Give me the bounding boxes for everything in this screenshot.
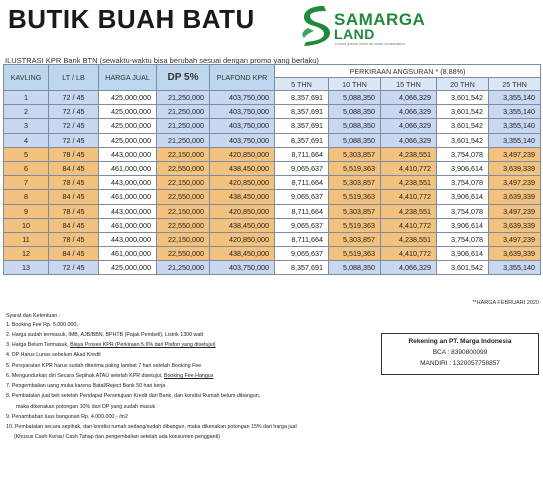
table-cell-kav: 7 [4, 176, 49, 190]
terms-item: 5. Persyaratan KPR harus sudah diterima paling lambat 7 hari setelah Booking Fee [6, 362, 202, 369]
table-cell-t20: 3,754,078 [437, 147, 489, 161]
table-cell-t5: 9,065,637 [275, 161, 329, 175]
table-cell-kav: 13 [4, 261, 49, 275]
table-cell-lt: 72 / 45 [49, 91, 99, 105]
price-date-note: **HARGA FEBRUARI 2020 [472, 300, 539, 306]
table-row [4, 119, 541, 133]
table-cell-lt: 72 / 45 [49, 261, 99, 275]
table-cell-t15: 4,238,551 [381, 147, 437, 161]
table-cell-harga: 461,000,000 [99, 190, 157, 204]
table-cell-t15: 4,410,772 [381, 161, 437, 175]
table-cell-plafond: 438,450,000 [210, 218, 275, 232]
table-cell-t20: 3,601,542 [437, 91, 489, 105]
kpr-price-table [3, 64, 541, 275]
table-cell-kav: 4 [4, 133, 49, 147]
table-cell-t5: 9,065,637 [275, 218, 329, 232]
table-cell-harga: 425,000,000 [99, 91, 157, 105]
table-cell-harga: 461,000,000 [99, 247, 157, 261]
samarga-s-logo-icon [298, 2, 332, 46]
table-cell-t20: 3,906,614 [437, 218, 489, 232]
bca-account: BCA : 8390800099 [432, 349, 488, 356]
table-cell-t15: 4,238,551 [381, 176, 437, 190]
table-row [4, 161, 541, 175]
table-cell-harga: 425,000,000 [99, 119, 157, 133]
table-cell-kav: 2 [4, 105, 49, 119]
table-cell-t25: 3,355,140 [489, 119, 541, 133]
terms-title: Syarat dan Ketentuan : [6, 313, 61, 319]
table-cell-t15: 4,238,551 [381, 232, 437, 246]
table-cell-dp: 22,150,000 [157, 232, 210, 246]
table-cell-t10: 5,303,857 [329, 176, 381, 190]
table-cell-dp: 22,550,000 [157, 161, 210, 175]
terms-item: 1. Booking Fee Rp. 5.000.000,- [6, 321, 80, 328]
table-cell-t25: 3,355,140 [489, 91, 541, 105]
table-cell-t15: 4,238,551 [381, 204, 437, 218]
table-cell-t5: 8,711,664 [275, 204, 329, 218]
table-cell-t20: 3,601,542 [437, 133, 489, 147]
table-cell-kav: 9 [4, 204, 49, 218]
table-cell-harga: 461,000,000 [99, 218, 157, 232]
table-cell-harga: 443,000,000 [99, 147, 157, 161]
bank-account-title: Rekening an PT. Marga Indonesia [408, 338, 512, 345]
table-cell-t20: 3,754,078 [437, 176, 489, 190]
table-cell-harga: 425,000,000 [99, 261, 157, 275]
table-cell-harga: 425,000,000 [99, 105, 157, 119]
table-cell-harga: 461,000,000 [99, 161, 157, 175]
table-cell-t5: 8,357,691 [275, 91, 329, 105]
terms-item: 6. Mengundurkan diri Secara Sepihak ATAU setelah KPR disetujui, Booking Fee Hangus [6, 372, 214, 379]
table-cell-t5: 9,065,637 [275, 190, 329, 204]
terms-item: 3. Harga Belum Termasuk, Biaya Proses KPR (Perkiraan 5.6% dari Plafon yang disetujui) [6, 342, 216, 349]
table-cell-t10: 5,088,350 [329, 133, 381, 147]
table-cell-t10: 5,088,350 [329, 119, 381, 133]
table-cell-kav: 1 [4, 91, 49, 105]
table-cell-t20: 3,601,542 [437, 105, 489, 119]
table-cell-t15: 4,410,772 [381, 190, 437, 204]
table-cell-t5: 9,065,637 [275, 247, 329, 261]
table-cell-t5: 8,711,664 [275, 232, 329, 246]
table-cell-plafond: 420,850,000 [210, 176, 275, 190]
table-cell-lt: 84 / 45 [49, 247, 99, 261]
table-cell-dp: 21,250,000 [157, 261, 210, 275]
terms-item: 7. Pengembalian uang muka karena Batal/Reject Bank 50 hari kerja [6, 383, 166, 390]
table-cell-t25: 3,639,339 [489, 218, 541, 232]
table-cell-plafond: 420,850,000 [210, 147, 275, 161]
table-cell-t25: 3,639,339 [489, 161, 541, 175]
table-cell-t10: 5,303,857 [329, 147, 381, 161]
table-cell-t20: 3,601,542 [437, 119, 489, 133]
table-cell-dp: 21,250,000 [157, 119, 210, 133]
table-cell-kav: 5 [4, 147, 49, 161]
table-cell-t25: 3,497,239 [489, 176, 541, 190]
header-kavling: KAVLING [4, 65, 49, 91]
table-row [4, 261, 541, 275]
table-cell-t5: 8,357,691 [275, 133, 329, 147]
table-cell-t5: 8,357,691 [275, 105, 329, 119]
header-plafond: PLAFOND KPR [210, 65, 275, 91]
table-cell-lt: 84 / 45 [49, 190, 99, 204]
table-cell-dp: 22,550,000 [157, 190, 210, 204]
table-row [4, 232, 541, 246]
table-cell-lt: 78 / 45 [49, 232, 99, 246]
table-cell-harga: 443,000,000 [99, 176, 157, 190]
terms-item: 10. Pembatalan secara sepihak, dan kondisi rumah sedang/sudah dibangun, maka dikenakan potongan 15% dari harga jual [6, 424, 297, 431]
header-tenor-25: 25 THN [489, 78, 541, 91]
brand-tagline: Lorem ipsum dolor sit amet consectetur [335, 41, 406, 46]
table-cell-dp: 22,150,000 [157, 176, 210, 190]
table-cell-kav: 6 [4, 161, 49, 175]
terms-item: (Khusus Cash Keras/ Cash Tahap dan pengembalian setelah ada konsumen pengganti) [14, 434, 221, 441]
table-cell-dp: 22,150,000 [157, 147, 210, 161]
table-cell-plafond: 438,450,000 [210, 247, 275, 261]
samarga-logo [298, 2, 518, 48]
bank-account-box [381, 333, 539, 375]
table-cell-plafond: 420,850,000 [210, 232, 275, 246]
table-cell-t10: 5,519,363 [329, 247, 381, 261]
table-cell-t20: 3,754,078 [437, 232, 489, 246]
table-cell-kav: 11 [4, 232, 49, 246]
table-cell-lt: 78 / 45 [49, 204, 99, 218]
table-cell-t20: 3,906,614 [437, 190, 489, 204]
terms-section [6, 313, 366, 445]
table-row [4, 147, 541, 161]
table-cell-plafond: 403,750,000 [210, 261, 275, 275]
table-row [4, 176, 541, 190]
table-cell-t5: 8,357,691 [275, 119, 329, 133]
table-row [4, 91, 541, 105]
table-cell-t10: 5,088,350 [329, 91, 381, 105]
table-cell-plafond: 438,450,000 [210, 161, 275, 175]
terms-item: 8. Pembatalan jual beli setelah Pendapat Persetujuan Kredit dari Bank, dan kondisi Rumah belum dibangun, [6, 393, 261, 400]
header-angsuran: PERKIRAAN ANGSURAN * (8.88%) [275, 65, 541, 78]
table-cell-lt: 72 / 45 [49, 119, 99, 133]
header-tenor-10: 10 THN [329, 78, 381, 91]
brand-name-line1: SAMARGA [334, 10, 426, 29]
header-dp: DP 5% [157, 65, 210, 91]
table-cell-t5: 8,357,691 [275, 261, 329, 275]
table-row [4, 105, 541, 119]
table-cell-t25: 3,497,239 [489, 232, 541, 246]
table-cell-t10: 5,303,857 [329, 232, 381, 246]
table-cell-t20: 3,601,542 [437, 261, 489, 275]
table-cell-dp: 21,250,000 [157, 133, 210, 147]
table-cell-lt: 78 / 45 [49, 147, 99, 161]
table-cell-t25: 3,355,140 [489, 133, 541, 147]
header-harga-jual: HARGA JUAL [99, 65, 157, 91]
table-cell-t15: 4,066,329 [381, 105, 437, 119]
brand-name-line2: LAND [334, 26, 375, 42]
mandiri-account: MANDIRI : 1320057758857 [420, 360, 500, 367]
table-cell-t15: 4,066,329 [381, 91, 437, 105]
table-row [4, 204, 541, 218]
table-cell-lt: 84 / 45 [49, 218, 99, 232]
table-cell-t10: 5,519,363 [329, 190, 381, 204]
table-cell-t20: 3,906,614 [437, 247, 489, 261]
header-tenor-20: 20 THN [437, 78, 489, 91]
header-tenor-5: 5 THN [275, 78, 329, 91]
table-cell-t25: 3,497,239 [489, 204, 541, 218]
table-cell-t10: 5,088,350 [329, 261, 381, 275]
table-cell-t15: 4,066,329 [381, 119, 437, 133]
table-row [4, 190, 541, 204]
illustration-subtitle: ILUSTRASI KPR Bank BTN (sewaktu-waktu bisa berubah sesuai dengan promo yang berlaku) [5, 56, 319, 65]
table-cell-t10: 5,519,363 [329, 218, 381, 232]
table-cell-kav: 12 [4, 247, 49, 261]
table-cell-t25: 3,497,239 [489, 147, 541, 161]
table-cell-harga: 443,000,000 [99, 204, 157, 218]
table-cell-plafond: 420,850,000 [210, 204, 275, 218]
page-title: BUTIK BUAH BATU [8, 4, 255, 34]
table-cell-t25: 3,639,339 [489, 247, 541, 261]
header-lt-lb: LT / LB [49, 65, 99, 91]
terms-item: 9. Penambahan luas bangunan Rp. 4.000.000,- /m2 [6, 413, 128, 420]
terms-item: 2. Harga sudah termasuk, IMB, AJB/BBN, BPHTB (Pajak Pembeli), Listrik 1300 watt [6, 331, 204, 338]
table-cell-plafond: 403,750,000 [210, 91, 275, 105]
table-cell-lt: 78 / 45 [49, 176, 99, 190]
table-cell-harga: 425,000,000 [99, 133, 157, 147]
table-cell-t10: 5,519,363 [329, 161, 381, 175]
table-cell-kav: 10 [4, 218, 49, 232]
table-cell-t15: 4,410,772 [381, 247, 437, 261]
table-cell-lt: 84 / 45 [49, 161, 99, 175]
table-cell-dp: 22,550,000 [157, 247, 210, 261]
terms-item: maka dikenakan potongan 10% dari DP yang sudah masuk [16, 403, 156, 410]
table-row [4, 133, 541, 147]
table-cell-t25: 3,639,339 [489, 190, 541, 204]
table-cell-harga: 443,000,000 [99, 232, 157, 246]
table-cell-t15: 4,066,329 [381, 261, 437, 275]
table-cell-dp: 22,550,000 [157, 218, 210, 232]
table-cell-dp: 21,250,000 [157, 91, 210, 105]
table-cell-t20: 3,906,614 [437, 161, 489, 175]
table-cell-t5: 8,711,664 [275, 147, 329, 161]
table-cell-t10: 5,088,350 [329, 105, 381, 119]
table-cell-t25: 3,355,140 [489, 261, 541, 275]
table-cell-lt: 72 / 45 [49, 133, 99, 147]
table-cell-plafond: 403,750,000 [210, 119, 275, 133]
table-cell-plafond: 403,750,000 [210, 105, 275, 119]
table-cell-t5: 8,711,664 [275, 176, 329, 190]
table-cell-lt: 72 / 45 [49, 105, 99, 119]
header-tenor-15: 15 THN [381, 78, 437, 91]
table-cell-plafond: 403,750,000 [210, 133, 275, 147]
table-cell-t25: 3,355,140 [489, 105, 541, 119]
table-cell-plafond: 438,450,000 [210, 190, 275, 204]
table-cell-kav: 8 [4, 190, 49, 204]
table-row [4, 218, 541, 232]
table-cell-t10: 5,303,857 [329, 204, 381, 218]
terms-item: 4. DP Harus Lunas sebelum Akad Kredit [6, 352, 101, 359]
table-cell-t20: 3,754,078 [437, 204, 489, 218]
table-cell-kav: 3 [4, 119, 49, 133]
table-cell-t15: 4,410,772 [381, 218, 437, 232]
table-row [4, 247, 541, 261]
table-cell-dp: 22,150,000 [157, 204, 210, 218]
table-cell-dp: 21,250,000 [157, 105, 210, 119]
table-cell-t15: 4,066,329 [381, 133, 437, 147]
